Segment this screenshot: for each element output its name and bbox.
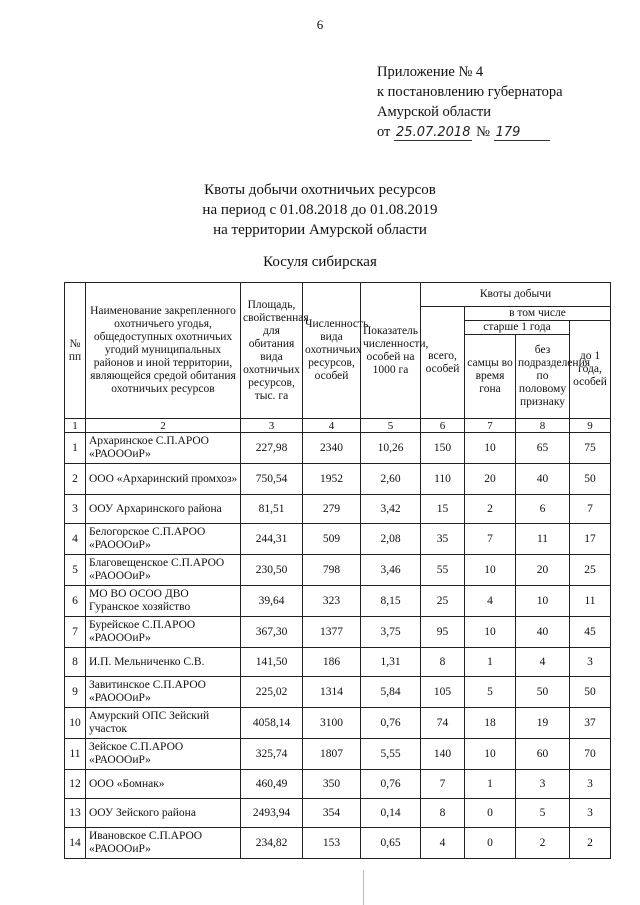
cell-males: 20 (465, 464, 516, 495)
cell-total: 15 (421, 495, 465, 524)
handwritten-number: 179 (494, 125, 550, 141)
col-number: 7 (465, 419, 516, 433)
cell-area: 227,98 (241, 433, 303, 464)
cell-males: 2 (465, 495, 516, 524)
cell-no: 8 (65, 648, 86, 677)
header-density: Показатель численности, особей на 1000 га (361, 283, 421, 419)
cell-no-sex: 50 (516, 677, 570, 708)
column-number-row (65, 419, 611, 433)
cell-total: 55 (421, 555, 465, 586)
cell-no-sex: 10 (516, 586, 570, 617)
cell-no-sex: 60 (516, 739, 570, 770)
cell-area: 81,51 (241, 495, 303, 524)
cell-name: МО ВО ОСОО ДВО Гуранское хозяйство (86, 586, 241, 617)
header-males: самцы во время гона (465, 335, 516, 419)
cell-density: 5,84 (361, 677, 421, 708)
cell-no: 3 (65, 495, 86, 524)
col-number: 8 (516, 419, 570, 433)
cell-name: Благовещенское С.П.АРОО «РАОООиР» (86, 555, 241, 586)
cell-density: 1,31 (361, 648, 421, 677)
cell-population: 3100 (303, 708, 361, 739)
cell-population: 2340 (303, 433, 361, 464)
cell-under1: 17 (570, 524, 611, 555)
cell-population: 1952 (303, 464, 361, 495)
table-row (65, 708, 611, 739)
cell-no-sex: 6 (516, 495, 570, 524)
cell-no-sex: 11 (516, 524, 570, 555)
header-older: старше 1 года (465, 321, 570, 335)
cell-no-sex: 40 (516, 617, 570, 648)
cell-no-sex: 2 (516, 828, 570, 859)
cell-total: 95 (421, 617, 465, 648)
cell-males: 10 (465, 555, 516, 586)
header-area: Площадь, свойственная для обитания вида охотничьих ресурсов, тыс. га (241, 283, 303, 419)
cell-no-sex: 5 (516, 799, 570, 828)
cell-area: 141,50 (241, 648, 303, 677)
appendix-date-line (377, 122, 563, 142)
cell-no-sex: 40 (516, 464, 570, 495)
cell-total: 140 (421, 739, 465, 770)
cell-density: 3,75 (361, 617, 421, 648)
number-label: № (476, 124, 490, 140)
cell-total: 35 (421, 524, 465, 555)
cell-males: 10 (465, 617, 516, 648)
title-line-3: на территории Амурской области (213, 222, 427, 238)
cell-total: 25 (421, 586, 465, 617)
table-row (65, 524, 611, 555)
table-row (65, 648, 611, 677)
quota-table (64, 282, 611, 859)
cell-no: 5 (65, 555, 86, 586)
cell-under1: 2 (570, 828, 611, 859)
page-number: 6 (316, 17, 324, 32)
cell-density: 2,08 (361, 524, 421, 555)
cell-area: 244,31 (241, 524, 303, 555)
cell-area: 234,82 (241, 828, 303, 859)
col-number: 2 (86, 419, 241, 433)
cell-name: Зейское С.П.АРОО «РАОООиР» (86, 739, 241, 770)
header-quota: Квоты добычи (421, 283, 611, 307)
cell-no: 7 (65, 617, 86, 648)
document-title (0, 180, 640, 240)
cell-males: 10 (465, 433, 516, 464)
cell-males: 0 (465, 799, 516, 828)
header-no: № пп (65, 283, 86, 419)
cell-name: Бурейское С.П.АРОО «РАОООиР» (86, 617, 241, 648)
cell-name: Завитинское С.П.АРОО «РАОООиР» (86, 677, 241, 708)
cell-population: 354 (303, 799, 361, 828)
cell-no: 14 (65, 828, 86, 859)
cell-area: 230,50 (241, 555, 303, 586)
cell-no-sex: 65 (516, 433, 570, 464)
table-row (65, 586, 611, 617)
cell-under1: 7 (570, 495, 611, 524)
cell-name: ООО «Бомнак» (86, 770, 241, 799)
cell-name: Ивановское С.П.АРОО «РАОООиР» (86, 828, 241, 859)
cell-area: 460,49 (241, 770, 303, 799)
handwritten-date: 25.07.2018 (396, 125, 471, 140)
cell-population: 1807 (303, 739, 361, 770)
col-number: 9 (570, 419, 611, 433)
cell-under1: 37 (570, 708, 611, 739)
table-row (65, 433, 611, 464)
cell-area: 39,64 (241, 586, 303, 617)
cell-name: И.П. Мельниченко С.В. (86, 648, 241, 677)
table-row (65, 828, 611, 859)
cell-total: 8 (421, 799, 465, 828)
cell-density: 8,15 (361, 586, 421, 617)
cell-under1: 50 (570, 464, 611, 495)
cell-males: 18 (465, 708, 516, 739)
cell-total: 74 (421, 708, 465, 739)
cell-males: 1 (465, 770, 516, 799)
cell-population: 798 (303, 555, 361, 586)
cell-population: 186 (303, 648, 361, 677)
cell-name: Белогорское С.П.АРОО «РАОООиР» (86, 524, 241, 555)
cell-males: 7 (465, 524, 516, 555)
cell-no: 9 (65, 677, 86, 708)
cell-no: 13 (65, 799, 86, 828)
cell-total: 150 (421, 433, 465, 464)
header-name: Наименование закрепленного охотничьего угодья, общедоступных охотничьих угодий муниципальных районов и иной территории, являющейся средой обитания охотничьих ресурсов (86, 283, 241, 419)
title-line-2: на период с 01.08.2018 до 01.08.2019 (202, 202, 438, 218)
cell-density: 0,76 (361, 770, 421, 799)
cell-males: 1 (465, 648, 516, 677)
cell-males: 10 (465, 739, 516, 770)
appendix-title: Приложение № 4 (377, 64, 484, 80)
appendix-region: Амурской области (377, 104, 491, 120)
col-number: 6 (421, 419, 465, 433)
cell-density: 2,60 (361, 464, 421, 495)
header-no-sex: без подразделения по половому признаку (516, 335, 570, 419)
cell-no-sex: 4 (516, 648, 570, 677)
cell-males: 5 (465, 677, 516, 708)
cell-total: 4 (421, 828, 465, 859)
header-including: в том числе (465, 307, 611, 321)
cell-under1: 3 (570, 770, 611, 799)
cell-population: 279 (303, 495, 361, 524)
cell-density: 0,14 (361, 799, 421, 828)
cell-name: ООО «Архаринский промхоз» (86, 464, 241, 495)
cell-under1: 45 (570, 617, 611, 648)
cell-no: 4 (65, 524, 86, 555)
cell-under1: 25 (570, 555, 611, 586)
appendix-block (377, 62, 563, 142)
col-number: 3 (241, 419, 303, 433)
cell-density: 0,65 (361, 828, 421, 859)
cell-no-sex: 3 (516, 770, 570, 799)
cell-no: 11 (65, 739, 86, 770)
cell-area: 225,02 (241, 677, 303, 708)
cell-density: 3,46 (361, 555, 421, 586)
cell-under1: 3 (570, 799, 611, 828)
table-row (65, 770, 611, 799)
cell-area: 367,30 (241, 617, 303, 648)
cell-area: 750,54 (241, 464, 303, 495)
cell-population: 509 (303, 524, 361, 555)
cell-no: 6 (65, 586, 86, 617)
table-row (65, 464, 611, 495)
header-population: Численность вида охотничьих ресурсов, особей (303, 283, 361, 419)
cell-population: 323 (303, 586, 361, 617)
appendix-decree: к постановлению губернатора (377, 84, 563, 100)
cell-population: 153 (303, 828, 361, 859)
col-number: 4 (303, 419, 361, 433)
cell-under1: 50 (570, 677, 611, 708)
cell-no: 10 (65, 708, 86, 739)
cell-name: Амурский ОПС Зейский участок (86, 708, 241, 739)
cell-total: 110 (421, 464, 465, 495)
cell-total: 105 (421, 677, 465, 708)
cell-total: 8 (421, 648, 465, 677)
cell-population: 350 (303, 770, 361, 799)
title-line-1: Квоты добычи охотничьих ресурсов (204, 182, 436, 198)
cell-under1: 75 (570, 433, 611, 464)
cell-name: ООУ Архаринского района (86, 495, 241, 524)
table-row (65, 677, 611, 708)
cell-no: 2 (65, 464, 86, 495)
cell-population: 1314 (303, 677, 361, 708)
header-total: всего, особей (421, 307, 465, 419)
cell-under1: 70 (570, 739, 611, 770)
cell-no: 1 (65, 433, 86, 464)
header-under1: до 1 года, особей (570, 321, 611, 419)
cell-name: ООУ Зейского района (86, 799, 241, 828)
cell-under1: 11 (570, 586, 611, 617)
cell-area: 4058,14 (241, 708, 303, 739)
cell-density: 3,42 (361, 495, 421, 524)
scan-artifact-line (363, 870, 364, 905)
cell-total: 7 (421, 770, 465, 799)
cell-density: 5,55 (361, 739, 421, 770)
col-number: 5 (361, 419, 421, 433)
cell-no: 12 (65, 770, 86, 799)
cell-no-sex: 20 (516, 555, 570, 586)
cell-males: 4 (465, 586, 516, 617)
cell-density: 10,26 (361, 433, 421, 464)
table-row (65, 555, 611, 586)
table-row (65, 739, 611, 770)
cell-males: 0 (465, 828, 516, 859)
col-number: 1 (65, 419, 86, 433)
cell-area: 325,74 (241, 739, 303, 770)
cell-no-sex: 19 (516, 708, 570, 739)
cell-population: 1377 (303, 617, 361, 648)
from-label: от (377, 124, 391, 140)
cell-area: 2493,94 (241, 799, 303, 828)
species-heading: Косуля сибирская (263, 254, 377, 270)
cell-name: Архаринское С.П.АРОО «РАОООиР» (86, 433, 241, 464)
table-row (65, 495, 611, 524)
cell-under1: 3 (570, 648, 611, 677)
table-row (65, 617, 611, 648)
table-row (65, 799, 611, 828)
cell-density: 0,76 (361, 708, 421, 739)
